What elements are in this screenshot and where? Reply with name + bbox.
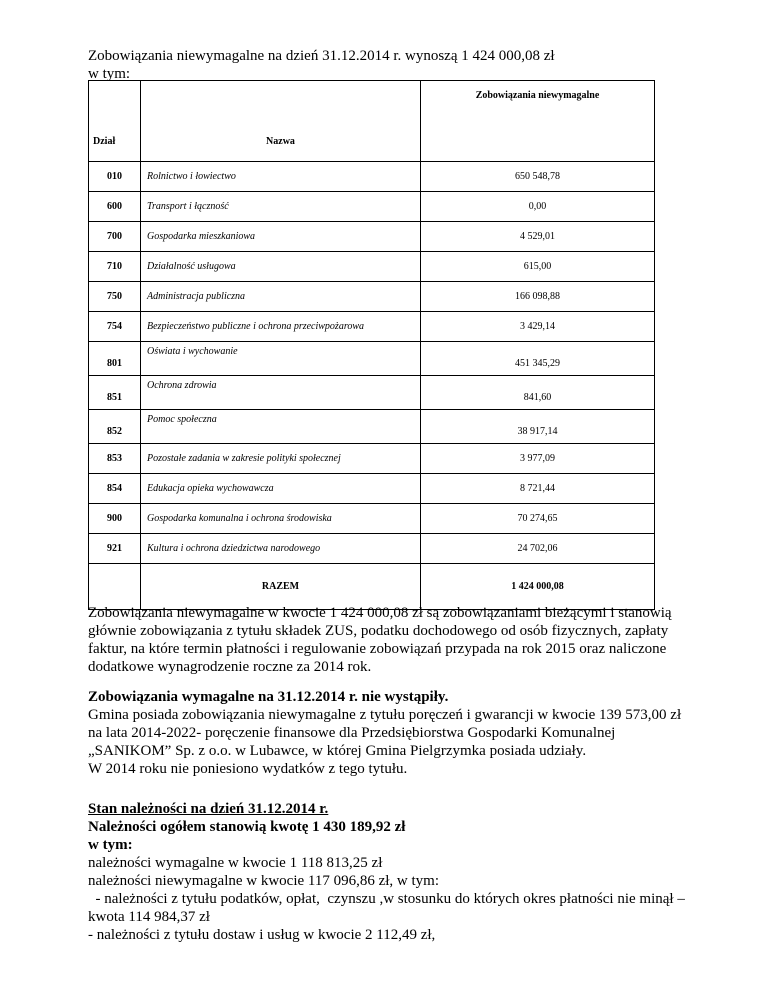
paragraph-liabilities-description: Zobowiązania niewymagalne w kwocie 1 424 000,08 zł są zobowiązaniami bieżącymi i stanowią głównie zobowiązania z tytułu składek ZUS, podatku dochodowego od osób fizycznych, zapłaty faktur, na które termin płatności i regulowanie zobowiązań przypada na rok 2015 oraz naliczone dodatkowe wynagrodzenie roczne za 2014 rok.	[88, 605, 672, 675]
table-row	[89, 162, 655, 192]
row-value: 4 529,01	[421, 222, 655, 252]
receivables-not-due: należności niewymagalne w kwocie 117 096,86 zł, w tym:	[88, 873, 440, 889]
row-value: 8 721,44	[421, 474, 655, 504]
row-name: Edukacja opieka wychowawcza	[141, 474, 421, 504]
row-code: 700	[89, 222, 141, 252]
row-name: Gospodarka mieszkaniowa	[141, 222, 421, 252]
receivables-services: - należności z tytułu dostaw i usług w kwocie 2 112,49 zł,	[88, 927, 436, 943]
row-value: 3 429,14	[421, 312, 655, 342]
row-code: 750	[89, 282, 141, 312]
liabilities-table	[88, 80, 655, 610]
table-row	[89, 534, 655, 564]
table-row	[89, 474, 655, 504]
row-name: Transport i łączność	[141, 192, 421, 222]
row-name: Oświata i wychowanie	[141, 342, 421, 376]
row-code: 853	[89, 444, 141, 474]
table-row	[89, 410, 655, 444]
row-code: 801	[89, 342, 141, 376]
intro-text	[88, 47, 555, 83]
guarantees-text: Gmina posiada zobowiązania niewymagalne z tytułu poręczeń i gwarancji w kwocie 139 573,00 zł na lata 2014-2022- poręczenie finansowe dla Przedsiębiorstwa Gospodarki Komunalnej „SANIKOM” Sp. z o.o. w Lubawce, w której Gmina Pielgrzymka posiada udziały.	[88, 707, 682, 759]
table-row	[89, 252, 655, 282]
row-value: 166 098,88	[421, 282, 655, 312]
row-code: 010	[89, 162, 141, 192]
row-value: 3 977,09	[421, 444, 655, 474]
heading-receivables: Stan należności na dzień 31.12.2014 r.	[88, 801, 329, 817]
row-name: Gospodarka komunalna i ochrona środowiska	[141, 504, 421, 534]
table-row	[89, 342, 655, 376]
receivables-due: należności wymagalne w kwocie 1 118 813,25 zł	[88, 855, 383, 871]
table-row	[89, 222, 655, 252]
row-name: Pomoc społeczna	[141, 410, 421, 444]
intro-line-1: Zobowiązania niewymagalne na dzień 31.12.2014 r. wynoszą 1 424 000,08 zł	[88, 48, 555, 64]
row-code: 921	[89, 534, 141, 564]
header-zobowiazania: Zobowiązania niewymagalne	[421, 81, 655, 162]
receivables-taxes: - należności z tytułu podatków, opłat, czynszu ,w stosunku do których okres płatności nie minął – kwota 114 984,37 zł	[88, 891, 689, 925]
table-row	[89, 376, 655, 410]
heading-due-liabilities: Zobowiązania wymagalne na 31.12.2014 r. nie wystąpiły.	[88, 689, 449, 705]
row-value: 0,00	[421, 192, 655, 222]
total-value: 1 424 000,08	[421, 564, 655, 610]
paragraph-guarantees	[88, 688, 688, 778]
row-value: 38 917,14	[421, 410, 655, 444]
row-value: 615,00	[421, 252, 655, 282]
table-row	[89, 192, 655, 222]
row-name: Ochrona zdrowia	[141, 376, 421, 410]
row-code: 600	[89, 192, 141, 222]
header-dzial: Dział	[89, 81, 141, 162]
receivables-wtym: w tym:	[88, 837, 133, 853]
receivables-total: Należności ogółem stanowią kwotę 1 430 189,92 zł	[88, 819, 406, 835]
row-name: Pozostałe zadania w zakresie polityki społecznej	[141, 444, 421, 474]
row-code: 851	[89, 376, 141, 410]
row-value: 451 345,29	[421, 342, 655, 376]
table-row	[89, 312, 655, 342]
row-value: 650 548,78	[421, 162, 655, 192]
row-value: 70 274,65	[421, 504, 655, 534]
total-empty-cell	[89, 564, 141, 610]
table-total-row	[89, 564, 655, 610]
paragraph-receivables	[88, 800, 688, 944]
row-code: 754	[89, 312, 141, 342]
row-value: 841,60	[421, 376, 655, 410]
table-row	[89, 504, 655, 534]
row-name: Rolnictwo i łowiectwo	[141, 162, 421, 192]
row-code: 854	[89, 474, 141, 504]
row-name: Kultura i ochrona dziedzictwa narodowego	[141, 534, 421, 564]
table-header-row	[89, 81, 655, 162]
row-name: Działalność usługowa	[141, 252, 421, 282]
row-code: 710	[89, 252, 141, 282]
intro-line-2: w tym:	[88, 66, 131, 82]
guarantees-expenses-line: W 2014 roku nie poniesiono wydatków z tego tytułu.	[88, 761, 408, 777]
row-value: 24 702,06	[421, 534, 655, 564]
total-label: RAZEM	[141, 564, 421, 610]
row-name: Bezpieczeństwo publiczne i ochrona przeciwpożarowa	[141, 312, 421, 342]
header-nazwa: Nazwa	[141, 81, 421, 162]
row-name: Administracja publiczna	[141, 282, 421, 312]
row-code: 852	[89, 410, 141, 444]
table-row	[89, 444, 655, 474]
table-row	[89, 282, 655, 312]
row-code: 900	[89, 504, 141, 534]
